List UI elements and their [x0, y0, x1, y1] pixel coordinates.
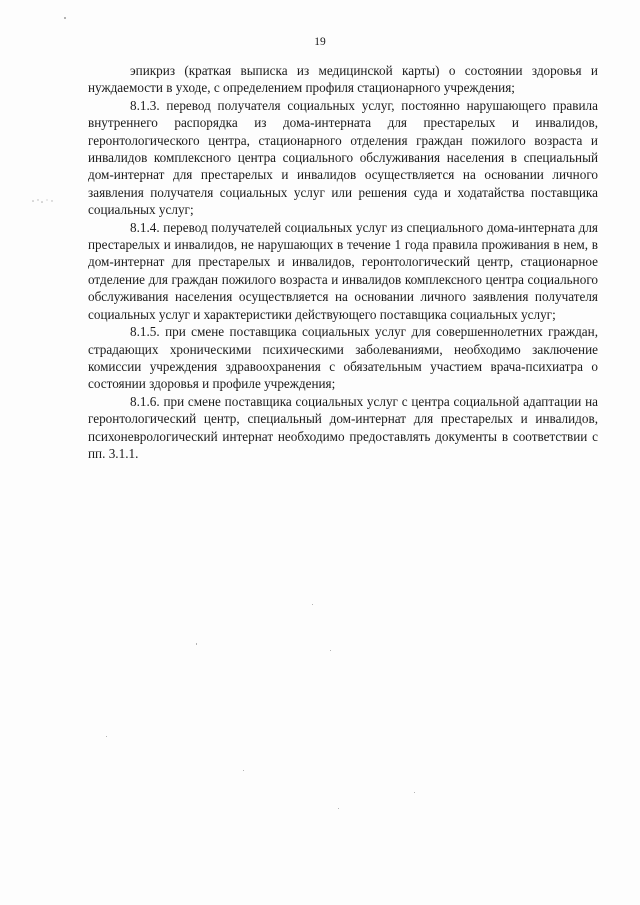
scan-speck [312, 604, 313, 605]
paragraph-8-1-3: 8.1.3. перевод получателя социальных услуг, постоянно нарушающего правила внутреннего распорядка из дома-интерната для престарелых и инвалидов, геронтологического центра, стационарного отделения граждан пожилого возраста и инвалидов комплексного центра социального обслуживания населения в специальный дом-интернат для престарелых и инвалидов осуществляется на основании личного заявления получателя социальных услуг или решения суда и ходатайства поставщика социальных услуг; [88, 97, 598, 218]
paragraph-epicrisis: эпикриз (краткая выписка из медицинской карты) о состоянии здоровья и нуждаемости в уходе, с определением профиля стационарного учреждения; [88, 63, 598, 96]
scan-speck [196, 643, 197, 645]
document-body [88, 62, 598, 462]
paragraph-8-1-4: 8.1.4. перевод получателей социальных услуг из специального дома-интерната для престарелых и инвалидов, не нарушающих в течение 1 года правила проживания в нем, в дом-интернат для престарелых и инвалидов, геронтологический центр, стационарное отделение для граждан пожилого возраста и инвалидов комплексного центра социального обслуживания населения осуществляется на основании личного заявления получателя социальных услуг и характеристики действующего поставщика социальных услуг; [88, 219, 598, 322]
scan-speck [64, 17, 66, 19]
scan-speck [106, 736, 107, 737]
scan-speck [414, 792, 415, 793]
scan-speck [243, 770, 244, 771]
scan-speck [338, 808, 339, 809]
scan-speck [330, 650, 331, 651]
scan-margin-mark [30, 196, 56, 206]
paragraph-8-1-6: 8.1.6. при смене поставщика социальных услуг с центра социальной адаптации на геронтологический центр, специальный дом-интернат для престарелых и инвалидов, психоневрологический интернат необходимо предоставлять документы в соответствии с пп. 3.1.1. [88, 393, 598, 461]
paragraph-8-1-5: 8.1.5. при смене поставщика социальных услуг для совершеннолетних граждан, страдающих хроническими психическими заболеваниями, необходимо заключение комиссии учреждения здравоохранения с обязательным участием врача-психиатра о состоянии здоровья и профиле учреждения; [88, 324, 598, 392]
page-number: 19 [314, 36, 326, 48]
